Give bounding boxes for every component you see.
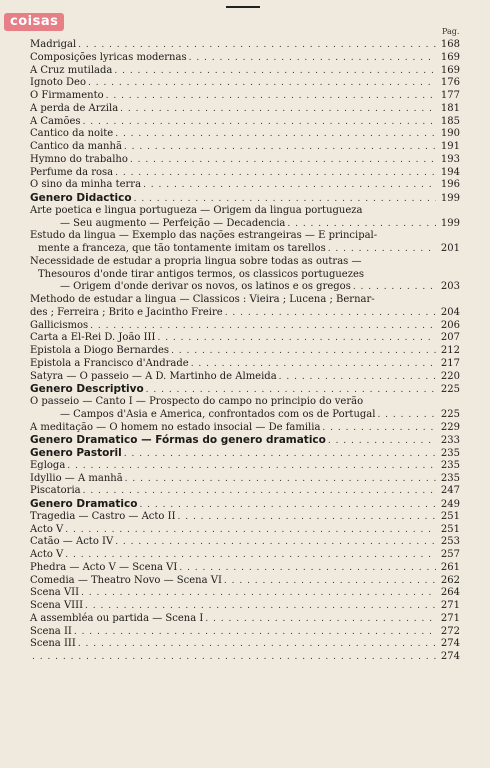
toc-entry: [30, 320, 460, 333]
toc-entry-title: Phedra — Acto V — Scena VI: [30, 561, 178, 573]
toc-entry-title: Scena III: [30, 638, 76, 650]
toc-entry-title: des ; Ferreira ; Brito e Jacintho Freire: [30, 306, 223, 318]
toc-page-number: 204: [440, 306, 460, 318]
dot-leader: [157, 332, 436, 345]
toc-entry-title: Genero Dramatico — Fórmas do genero dramatico: [30, 434, 326, 447]
toc-entry: [30, 218, 460, 231]
dot-leader: [143, 179, 436, 192]
toc-entry-title: Acto V: [30, 523, 64, 535]
toc-continuation-line: Thesouros d'onde tirar antigos termos, os classicos portuguezes: [38, 268, 365, 280]
toc-entry: [30, 536, 460, 549]
dot-leader: [114, 65, 436, 78]
toc-entry: [30, 626, 460, 639]
toc-page-number: 225: [440, 408, 460, 420]
toc-section-heading: [30, 383, 460, 396]
table-of-contents: [30, 39, 460, 664]
toc-page-number: 212: [440, 345, 460, 356]
toc-entry: [30, 524, 460, 537]
toc-entry: [30, 167, 460, 180]
dot-leader: [65, 524, 436, 537]
dot-leader: [322, 422, 436, 435]
toc-entry: [30, 307, 460, 320]
dot-leader: [179, 562, 436, 575]
toc-entry: [30, 549, 460, 562]
toc-entry-title: Scena II: [30, 625, 72, 637]
toc-entry-title: Genero Pastoril: [30, 447, 122, 459]
dot-leader: [85, 600, 436, 613]
toc-page-number: 194: [440, 166, 460, 178]
toc-page-number: 190: [440, 128, 460, 140]
toc-entry-title: Piscatoria: [30, 485, 81, 497]
toc-page-number: 272: [440, 625, 460, 637]
dot-leader: [377, 409, 436, 422]
toc-entry: [30, 562, 460, 575]
toc-page-number: 261: [440, 561, 460, 573]
toc-entry-title: O sino da minha terra: [30, 179, 142, 191]
toc-page-number: 253: [440, 536, 460, 548]
toc-entry-title: Egloga: [30, 459, 66, 471]
toc-entry: [30, 485, 460, 498]
toc-entry: [30, 179, 460, 192]
toc-page-number: 262: [440, 574, 460, 586]
toc-entry: [30, 600, 460, 613]
toc-entry-title: Scena VIII: [30, 600, 84, 611]
top-rule: [226, 6, 260, 8]
toc-entry-title: Cantico da noite: [30, 128, 114, 140]
dot-leader: [90, 320, 436, 333]
toc-continuation-line: O passeio — Canto I — Prospecto do campo no principio do verão: [30, 396, 364, 407]
toc-entry-title: Catão — Acto IV: [30, 536, 114, 548]
toc-entry-title: — Seu augmento — Perfeição — Decadencia: [60, 217, 286, 229]
toc-entry-title: Satyra — O passeio — A D. Martinho de Almeida: [30, 370, 277, 382]
toc-entry: [30, 103, 460, 116]
dot-leader: [83, 485, 436, 498]
dot-leader: [65, 549, 436, 562]
dot-leader: [191, 358, 436, 371]
toc-page-number: 271: [440, 600, 460, 611]
toc-page-number: 249: [440, 499, 460, 510]
toc-page-number: 257: [440, 549, 460, 560]
toc-entry-title: A assembléa ou partida — Scena I: [30, 612, 204, 624]
toc-page-number: 207: [440, 332, 460, 344]
toc-entry: [30, 52, 460, 65]
toc-entry: [30, 39, 460, 52]
toc-page-number: 206: [440, 319, 460, 331]
toc-section-heading: [30, 434, 460, 447]
toc-page-number: 177: [440, 90, 460, 101]
toc-page-number: 199: [440, 193, 460, 204]
dot-leader: [205, 613, 436, 626]
toc-page-number: 181: [440, 102, 460, 114]
toc-entry: [30, 128, 460, 141]
toc-entry-title: Epistola a Diogo Bernardes: [30, 345, 170, 356]
toc-page-number: 225: [440, 384, 460, 396]
toc-page-number: 193: [440, 153, 460, 165]
toc-page-number: 274: [440, 638, 460, 650]
dot-leader: [78, 39, 436, 52]
toc-entry: [30, 371, 460, 384]
toc-page-number: 203: [440, 281, 460, 293]
toc-entry: [30, 154, 460, 167]
toc-entry: [30, 638, 460, 651]
toc-entry-title: Idyllio — A manhã: [30, 472, 123, 484]
dot-leader: [120, 103, 436, 116]
toc-entry: [30, 141, 460, 154]
toc-continuation-line: Methodo de estudar a lingua — Classicos : Vieira ; Lucena ; Bernar-: [30, 294, 375, 305]
toc-entry: [30, 613, 460, 626]
toc-entry-title: Ignoto Deo: [30, 77, 86, 89]
toc-page-number: 176: [440, 77, 460, 89]
toc-page-number: 264: [440, 587, 460, 599]
toc-entry: [30, 77, 460, 90]
toc-entry-title: — Origem d'onde derivar os novos, os latinos e os gregos: [60, 281, 351, 293]
toc-entry-title: A Camões: [30, 115, 81, 127]
toc-entry: [30, 116, 460, 129]
dot-leader: [115, 536, 436, 549]
toc-entry-title: Perfume da rosa: [30, 166, 114, 178]
toc-entry: [30, 90, 460, 103]
dot-leader: [67, 460, 436, 473]
dot-leader: [189, 52, 436, 65]
toc-entry-title: A perda de Arzila: [30, 102, 119, 114]
toc-page-number: 191: [440, 141, 460, 152]
toc-page-number: 251: [440, 523, 460, 535]
toc-page-number: 274: [440, 651, 460, 662]
toc-page-number: 235: [440, 459, 460, 471]
dot-leader: [353, 281, 436, 294]
toc-entry-title: mente a franceza, que tão tontamente imitam os tarellos: [38, 243, 326, 254]
dot-leader: [106, 90, 436, 103]
toc-entry-title: Genero Descriptivo: [30, 383, 144, 396]
toc-page-number: 220: [440, 370, 460, 382]
toc-entry-title: Hymno do trabalho: [30, 153, 128, 165]
toc-entry: [30, 243, 460, 256]
dot-leader: [287, 218, 436, 231]
toc-entry: [30, 587, 460, 600]
toc-section-heading: [30, 192, 460, 205]
dot-leader: [224, 575, 436, 588]
toc-page-number: 168: [440, 39, 460, 50]
dot-leader: [83, 116, 436, 129]
toc-entry: [30, 422, 460, 435]
toc-entry-title: A meditação — O homem no estado insocial — De familia: [30, 421, 321, 433]
toc-page-number: 169: [440, 64, 460, 76]
toc-page-number: 235: [440, 448, 460, 459]
toc-entry: [30, 651, 460, 664]
toc-page-number: 199: [440, 217, 460, 229]
dot-leader: [134, 193, 436, 206]
toc-continuation-line: Necessidade de estudar a propria lingua sobre todas as outras —: [30, 255, 362, 267]
dot-leader: [115, 128, 436, 141]
dot-leader: [125, 473, 436, 486]
dot-leader: [130, 154, 436, 167]
toc-entry: [30, 358, 460, 371]
toc-page-number: 251: [440, 510, 460, 522]
toc-entry-title: Genero Didactico: [30, 192, 132, 204]
dot-leader: [178, 511, 436, 524]
toc-entry-title: O Firmamento: [30, 90, 104, 101]
toc-entry: [30, 345, 460, 358]
toc-section-heading: [30, 447, 460, 460]
toc-entry-title: Acto V: [30, 549, 64, 560]
toc-page-number: 271: [440, 612, 460, 624]
toc-page-number: 235: [440, 472, 460, 484]
toc-page-number: 217: [440, 357, 460, 369]
toc-entry-title: Gallicismos: [30, 319, 89, 331]
toc-entry-title: Cantico da manhã: [30, 141, 122, 152]
toc-entry-title: Epistola a Francisco d'Andrade: [30, 357, 189, 369]
toc-entry: [30, 575, 460, 588]
toc-entry-title: Genero Dramatico: [30, 498, 138, 510]
toc-page-number: 196: [440, 179, 460, 191]
toc-entry: [30, 65, 460, 78]
dot-leader: [328, 435, 436, 448]
toc-entry: [30, 511, 460, 524]
dot-leader: [88, 77, 436, 90]
page-column-label: Pag.: [442, 27, 460, 36]
toc-entry-title: Comedia — Theatro Novo — Scena VI: [30, 574, 222, 586]
toc-entry: [30, 409, 460, 422]
dot-leader: [279, 371, 436, 384]
dot-leader: [32, 651, 436, 664]
toc-page-number: 169: [440, 51, 460, 63]
toc-entry: [30, 460, 460, 473]
toc-entry: [30, 473, 460, 486]
toc-page-number: 233: [440, 435, 460, 447]
dot-leader: [225, 307, 436, 320]
toc-continuation-line: Estudo da lingua — Exemplo das nações estrangeiras — E principal-: [30, 230, 378, 242]
toc-entry: [30, 281, 460, 294]
toc-entry-title: Composições lyricas modernas: [30, 51, 187, 63]
toc-page-number: 185: [440, 115, 460, 127]
toc-entry: [30, 332, 460, 345]
toc-entry-title: Carta a El-Rei D. João III: [30, 332, 156, 344]
toc-page-number: 229: [440, 421, 460, 433]
toc-entry-title: Scena VII: [30, 587, 80, 599]
toc-continuation-line: Arte poetica e lingua portugueza — Origem da lingua portugueza: [30, 204, 363, 216]
toc-section-heading: [30, 498, 460, 511]
toc-page-number: 247: [440, 485, 460, 497]
toc-page-number: 201: [440, 243, 460, 254]
dot-leader: [81, 587, 436, 600]
toc-entry-title: — Campos d'Asia e America, confrontados com os de Portugal: [60, 408, 376, 420]
dot-leader: [115, 167, 436, 180]
toc-entry-title: Tragedia — Castro — Acto II: [30, 510, 176, 522]
dot-leader: [78, 638, 436, 651]
dot-leader: [74, 626, 436, 639]
dot-leader: [328, 243, 436, 256]
toc-entry-title: A Cruz mutilada: [30, 64, 113, 76]
toc-entry-title: Madrigal: [30, 39, 77, 50]
watermark-logo: coisas: [4, 13, 64, 31]
dot-leader: [171, 345, 436, 358]
dot-leader: [124, 141, 436, 154]
